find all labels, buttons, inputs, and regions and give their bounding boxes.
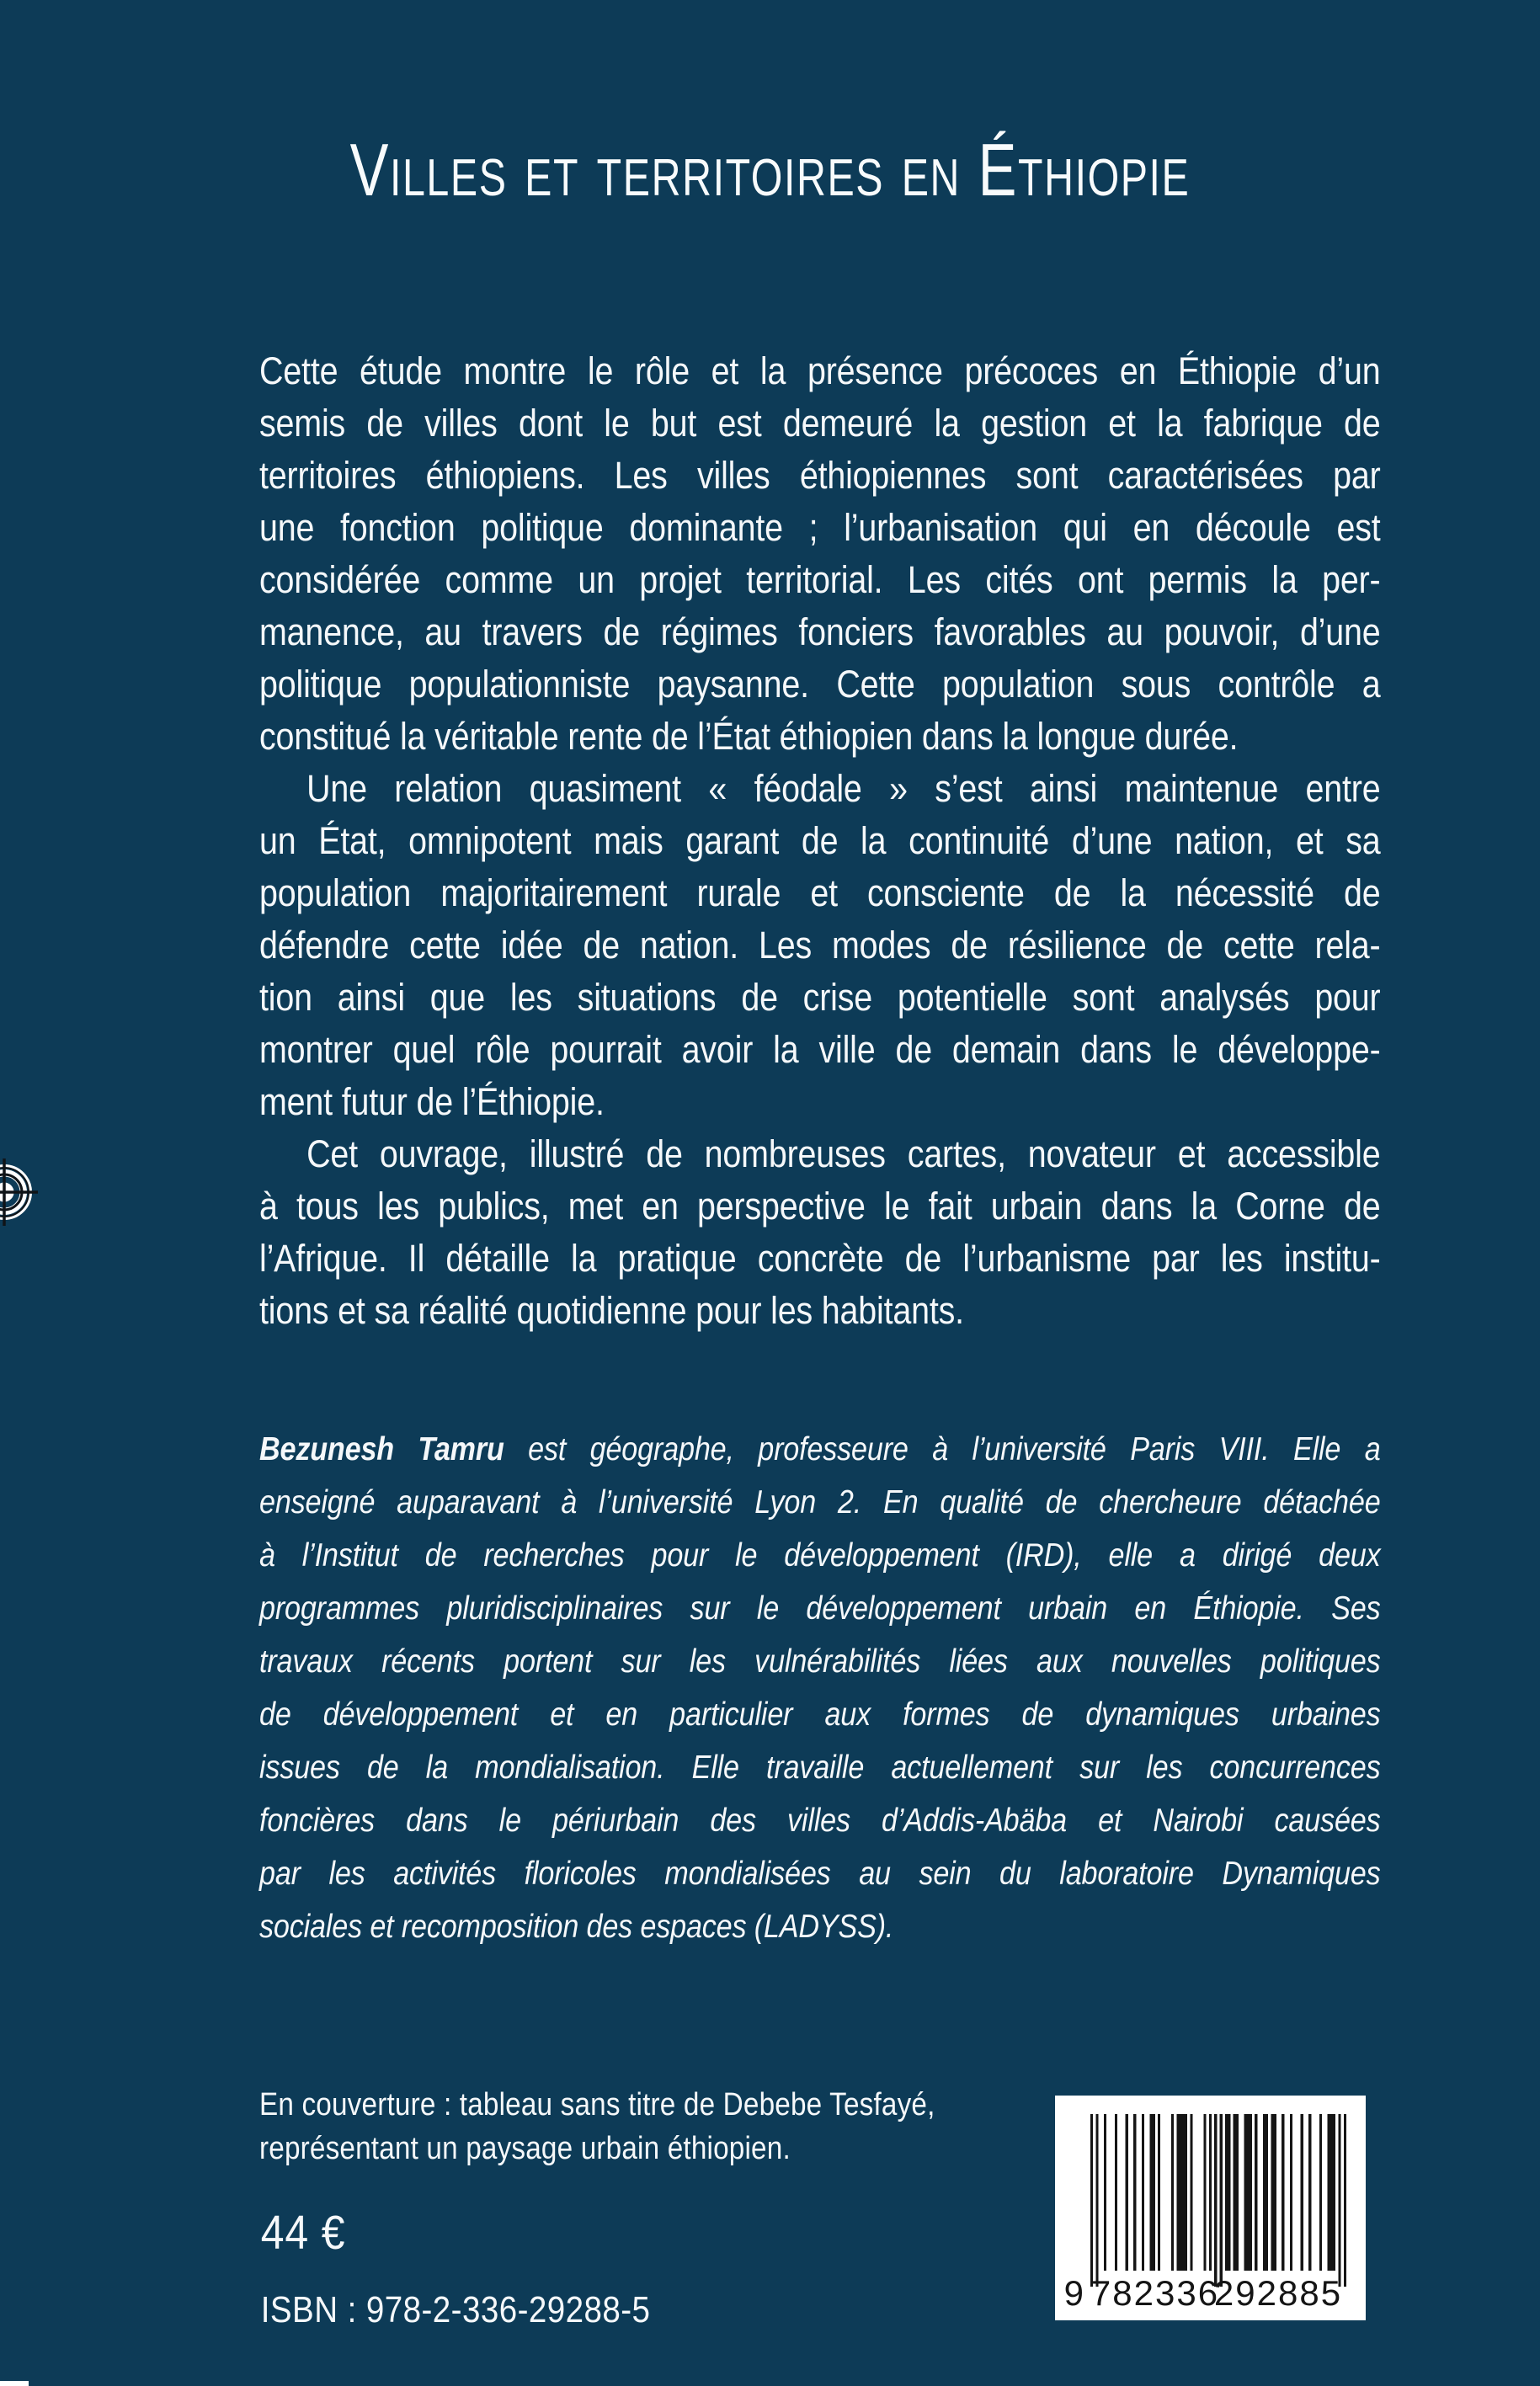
book-title: Villes et territoires en Éthiopie bbox=[349, 128, 1191, 211]
synopsis-line: ment futur de l’Éthiopie. bbox=[259, 1080, 605, 1123]
author-name: Bezunesh Tamru bbox=[259, 1431, 504, 1467]
bio-line: travaux récents portent sur les vulnérabilités liées aux nouvelles politiques bbox=[259, 1643, 1381, 1680]
synopsis-line: à tous les publics, met en perspective le fait urbain dans la Corne de bbox=[259, 1185, 1381, 1228]
price: 44 € bbox=[260, 2206, 346, 2260]
synopsis-line: un État, omnipotent mais garant de la continuité d’une nation, et sa bbox=[259, 819, 1381, 862]
cover-credit-line: En couverture : tableau sans titre de Debebe Tesfayé, bbox=[259, 2087, 935, 2122]
synopsis-line: tion ainsi que les situations de crise potentielle sont analysés pour bbox=[259, 976, 1381, 1019]
synopsis-line: Une relation quasiment « féodale » s’est ainsi maintenue entre bbox=[306, 767, 1381, 810]
text-column bbox=[259, 0, 1381, 2386]
synopsis-line: politique populationniste paysanne. Cette population sous contrôle a bbox=[259, 663, 1381, 706]
svg-text:9: 9 bbox=[1063, 2273, 1085, 2313]
synopsis-line: Cette étude montre le rôle et la présence précoces en Éthiopie d’un bbox=[259, 349, 1381, 392]
synopsis-paragraph bbox=[259, 345, 1381, 763]
svg-text:292885: 292885 bbox=[1213, 2273, 1343, 2313]
isbn: ISBN : 978-2-336-29288-5 bbox=[260, 2289, 651, 2330]
bio-lines bbox=[259, 1476, 1381, 1953]
synopsis-line: considérée comme un projet territorial. Les cités ont permis la per- bbox=[259, 558, 1381, 601]
synopsis-line: manence, au travers de régimes fonciers favorables au pouvoir, d’une bbox=[259, 610, 1381, 653]
synopsis-line: une fonction politique dominante ; l’urbanisation qui en découle est bbox=[259, 506, 1381, 549]
bio-line: à l’Institut de recherches pour le développement (IRD), elle a dirigé deux bbox=[259, 1537, 1381, 1574]
synopsis-line: semis de villes dont le but est demeuré la gestion et la fabrique de bbox=[259, 402, 1381, 445]
bio-line: de développement et en particulier aux formes de dynamiques urbaines bbox=[259, 1696, 1381, 1733]
barcode bbox=[1055, 2096, 1366, 2320]
svg-text:782336: 782336 bbox=[1090, 2273, 1220, 2313]
bio-line: programmes pluridisciplinaires sur le développement urbain en Éthiopie. Ses bbox=[259, 1590, 1381, 1627]
bio-line: sociales et recomposition des espaces (LADYSS). bbox=[259, 1909, 894, 1945]
bio-line: par les activités floricoles mondialisées au sein du laboratoire Dynamiques bbox=[259, 1856, 1381, 1892]
registration-mark-icon bbox=[0, 1158, 39, 1227]
synopsis-line: tions et sa réalité quotidienne pour les habitants. bbox=[259, 1289, 964, 1332]
synopsis-line: population majoritairement rurale et consciente de la nécessité de bbox=[259, 871, 1381, 914]
bio-line: issues de la mondialisation. Elle travaille actuellement sur les concurrences bbox=[259, 1750, 1381, 1786]
bio-line: foncières dans le périurbain des villes d’Addis-Abäba et Nairobi causées bbox=[259, 1803, 1381, 1839]
synopsis bbox=[259, 345, 1381, 1337]
bio-first-line bbox=[259, 1423, 1381, 1476]
barcode-bars bbox=[1055, 2096, 1366, 2320]
synopsis-paragraph bbox=[259, 763, 1381, 1128]
bio-line: enseigné auparavant à l’université Lyon 2. En qualité de chercheure détachée bbox=[259, 1484, 1381, 1521]
synopsis-line: Cet ouvrage, illustré de nombreuses cartes, novateur et accessible bbox=[306, 1132, 1381, 1175]
cover-credit-line: représentant un paysage urbain éthiopien. bbox=[259, 2131, 791, 2166]
synopsis-line: l’Afrique. Il détaille la pratique concrète de l’urbanisme par les institu- bbox=[259, 1237, 1381, 1280]
synopsis-line: territoires éthiopiens. Les villes éthiopiennes sont caractérisées par bbox=[259, 454, 1381, 497]
bio-first-line-text: est géographe, professeure à l’université Paris VIII. Elle a bbox=[504, 1431, 1381, 1467]
synopsis-line: montrer quel rôle pourrait avoir la ville de demain dans le développe- bbox=[259, 1028, 1381, 1071]
trim-mark bbox=[0, 2381, 29, 2386]
author-bio bbox=[259, 1423, 1381, 1953]
synopsis-paragraph bbox=[259, 1128, 1381, 1337]
synopsis-line: défendre cette idée de nation. Les modes de résilience de cette rela- bbox=[259, 924, 1381, 967]
synopsis-line: constitué la véritable rente de l’État éthiopien dans la longue durée. bbox=[259, 715, 1239, 758]
